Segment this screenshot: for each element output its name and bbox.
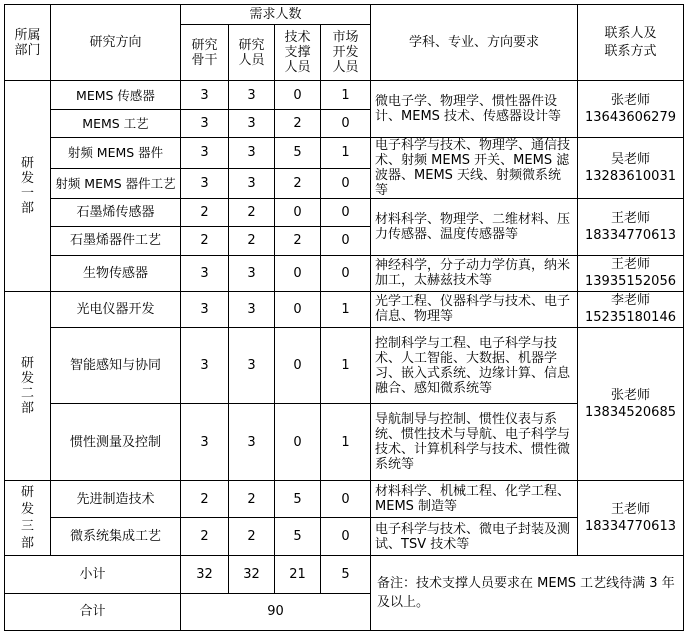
- requirements-cell: 材料科学、机械工程、化学工程、MEMS 制造等: [371, 480, 578, 517]
- tech-cell: 0: [275, 255, 321, 291]
- note-cell: 备注：技术支撑人员要求在 MEMS 工艺线待满 3 年及以上。: [371, 556, 684, 631]
- tech-cell: 5: [275, 480, 321, 517]
- market-cell: 1: [321, 327, 371, 403]
- backbone-cell: 3: [181, 255, 229, 291]
- direction-cell: MEMS 传感器: [51, 81, 181, 109]
- tech-cell: 0: [275, 327, 321, 403]
- researcher-cell: 3: [229, 109, 275, 137]
- contact-cell: 李老师 15235180146: [578, 291, 684, 327]
- researcher-cell: 3: [229, 168, 275, 199]
- contact-cell: 王老师 18334770613: [578, 199, 684, 255]
- direction-cell: 微系统集成工艺: [51, 518, 181, 556]
- requirements-cell: 控制科学与工程、电子科学与技术、人工智能、大数据、机器学习、嵌入式系统、边缘计算、信息融合、感知微系统等: [371, 327, 578, 403]
- subtotal-backbone: 32: [181, 556, 229, 593]
- backbone-cell: 3: [181, 109, 229, 137]
- researcher-cell: 2: [229, 227, 275, 255]
- market-cell: 0: [321, 168, 371, 199]
- header-direction: 研究方向: [51, 5, 181, 81]
- tech-cell: 0: [275, 199, 321, 227]
- header-requirements: 学科、专业、方向要求: [371, 5, 578, 81]
- backbone-cell: 3: [181, 327, 229, 403]
- researcher-cell: 3: [229, 327, 275, 403]
- requirements-cell: 电子科学与技术、微电子封装及测试、TSV 技术等: [371, 518, 578, 556]
- researcher-cell: 3: [229, 255, 275, 291]
- direction-cell: 射频 MEMS 器件工艺: [51, 168, 181, 199]
- market-cell: 0: [321, 255, 371, 291]
- backbone-cell: 3: [181, 81, 229, 109]
- backbone-cell: 2: [181, 227, 229, 255]
- tech-cell: 0: [275, 291, 321, 327]
- direction-cell: 光电仪器开发: [51, 291, 181, 327]
- header-contact: 联系人及 联系方式: [578, 5, 684, 81]
- backbone-cell: 3: [181, 404, 229, 480]
- direction-cell: MEMS 工艺: [51, 109, 181, 137]
- header-tech: 技术 支撑 人员: [275, 25, 321, 81]
- direction-cell: 生物传感器: [51, 255, 181, 291]
- requirements-cell: 神经科学，分子动力学仿真，纳米加工，太赫兹技术等: [371, 255, 578, 291]
- market-cell: 0: [321, 199, 371, 227]
- backbone-cell: 3: [181, 168, 229, 199]
- requirements-cell: 微电子学、物理学、惯性器件设计、MEMS 技术、传感器设计等: [371, 81, 578, 137]
- header-backbone: 研究 骨干: [181, 25, 229, 81]
- researcher-cell: 2: [229, 480, 275, 517]
- contact-cell: 张老师 13643606279: [578, 81, 684, 137]
- header-department: 所属 部门: [5, 5, 51, 81]
- header-market: 市场 开发 人员: [321, 25, 371, 81]
- subtotal-label: 小计: [5, 556, 181, 593]
- total-value: 90: [181, 593, 371, 630]
- researcher-cell: 3: [229, 404, 275, 480]
- total-label: 合计: [5, 593, 181, 630]
- market-cell: 0: [321, 109, 371, 137]
- market-cell: 1: [321, 404, 371, 480]
- contact-cell: 吴老师 13283610031: [578, 137, 684, 198]
- header-researcher: 研究 人员: [229, 25, 275, 81]
- tech-cell: 5: [275, 518, 321, 556]
- contact-cell: 王老师 18334770613: [578, 480, 684, 555]
- subtotal-market: 5: [321, 556, 371, 593]
- researcher-cell: 3: [229, 291, 275, 327]
- direction-cell: 石墨烯器件工艺: [51, 227, 181, 255]
- backbone-cell: 2: [181, 199, 229, 227]
- requirements-cell: 材料科学、物理学、二维材料、压力传感器、温度传感器等: [371, 199, 578, 255]
- market-cell: 1: [321, 81, 371, 109]
- requirements-cell: 导航制导与控制、惯性仪表与系统、惯性技术与导航、电子科学与技术、计算机科学与技术、惯性微系统等: [371, 404, 578, 480]
- tech-cell: 0: [275, 404, 321, 480]
- market-cell: 0: [321, 227, 371, 255]
- contact-cell: 张老师 13834520685: [578, 327, 684, 480]
- researcher-cell: 3: [229, 81, 275, 109]
- department-label: 研 发 三 部: [5, 480, 51, 555]
- subtotal-researcher: 32: [229, 556, 275, 593]
- requirements-cell: 电子科学与技术、物理学、通信技术、射频 MEMS 开关、MEMS 滤波器、MEMS 天线、射频微系统等: [371, 137, 578, 198]
- tech-cell: 0: [275, 81, 321, 109]
- subtotal-tech: 21: [275, 556, 321, 593]
- direction-cell: 射频 MEMS 器件: [51, 137, 181, 168]
- direction-cell: 先进制造技术: [51, 480, 181, 517]
- researcher-cell: 2: [229, 199, 275, 227]
- direction-cell: 惯性测量及控制: [51, 404, 181, 480]
- recruitment-table: [4, 4, 684, 631]
- market-cell: 0: [321, 480, 371, 517]
- tech-cell: 2: [275, 168, 321, 199]
- requirements-cell: 光学工程、仪器科学与技术、电子信息、物理等: [371, 291, 578, 327]
- backbone-cell: 2: [181, 518, 229, 556]
- header-demand: 需求人数: [181, 5, 371, 25]
- researcher-cell: 2: [229, 518, 275, 556]
- contact-cell: 王老师 13935152056: [578, 255, 684, 291]
- department-label: 研 发 一 部: [5, 81, 51, 291]
- backbone-cell: 3: [181, 137, 229, 168]
- tech-cell: 2: [275, 227, 321, 255]
- market-cell: 1: [321, 291, 371, 327]
- direction-cell: 石墨烯传感器: [51, 199, 181, 227]
- tech-cell: 5: [275, 137, 321, 168]
- department-label: 研 发 二 部: [5, 291, 51, 480]
- backbone-cell: 3: [181, 291, 229, 327]
- market-cell: 1: [321, 137, 371, 168]
- backbone-cell: 2: [181, 480, 229, 517]
- market-cell: 0: [321, 518, 371, 556]
- researcher-cell: 3: [229, 137, 275, 168]
- tech-cell: 2: [275, 109, 321, 137]
- direction-cell: 智能感知与协同: [51, 327, 181, 403]
